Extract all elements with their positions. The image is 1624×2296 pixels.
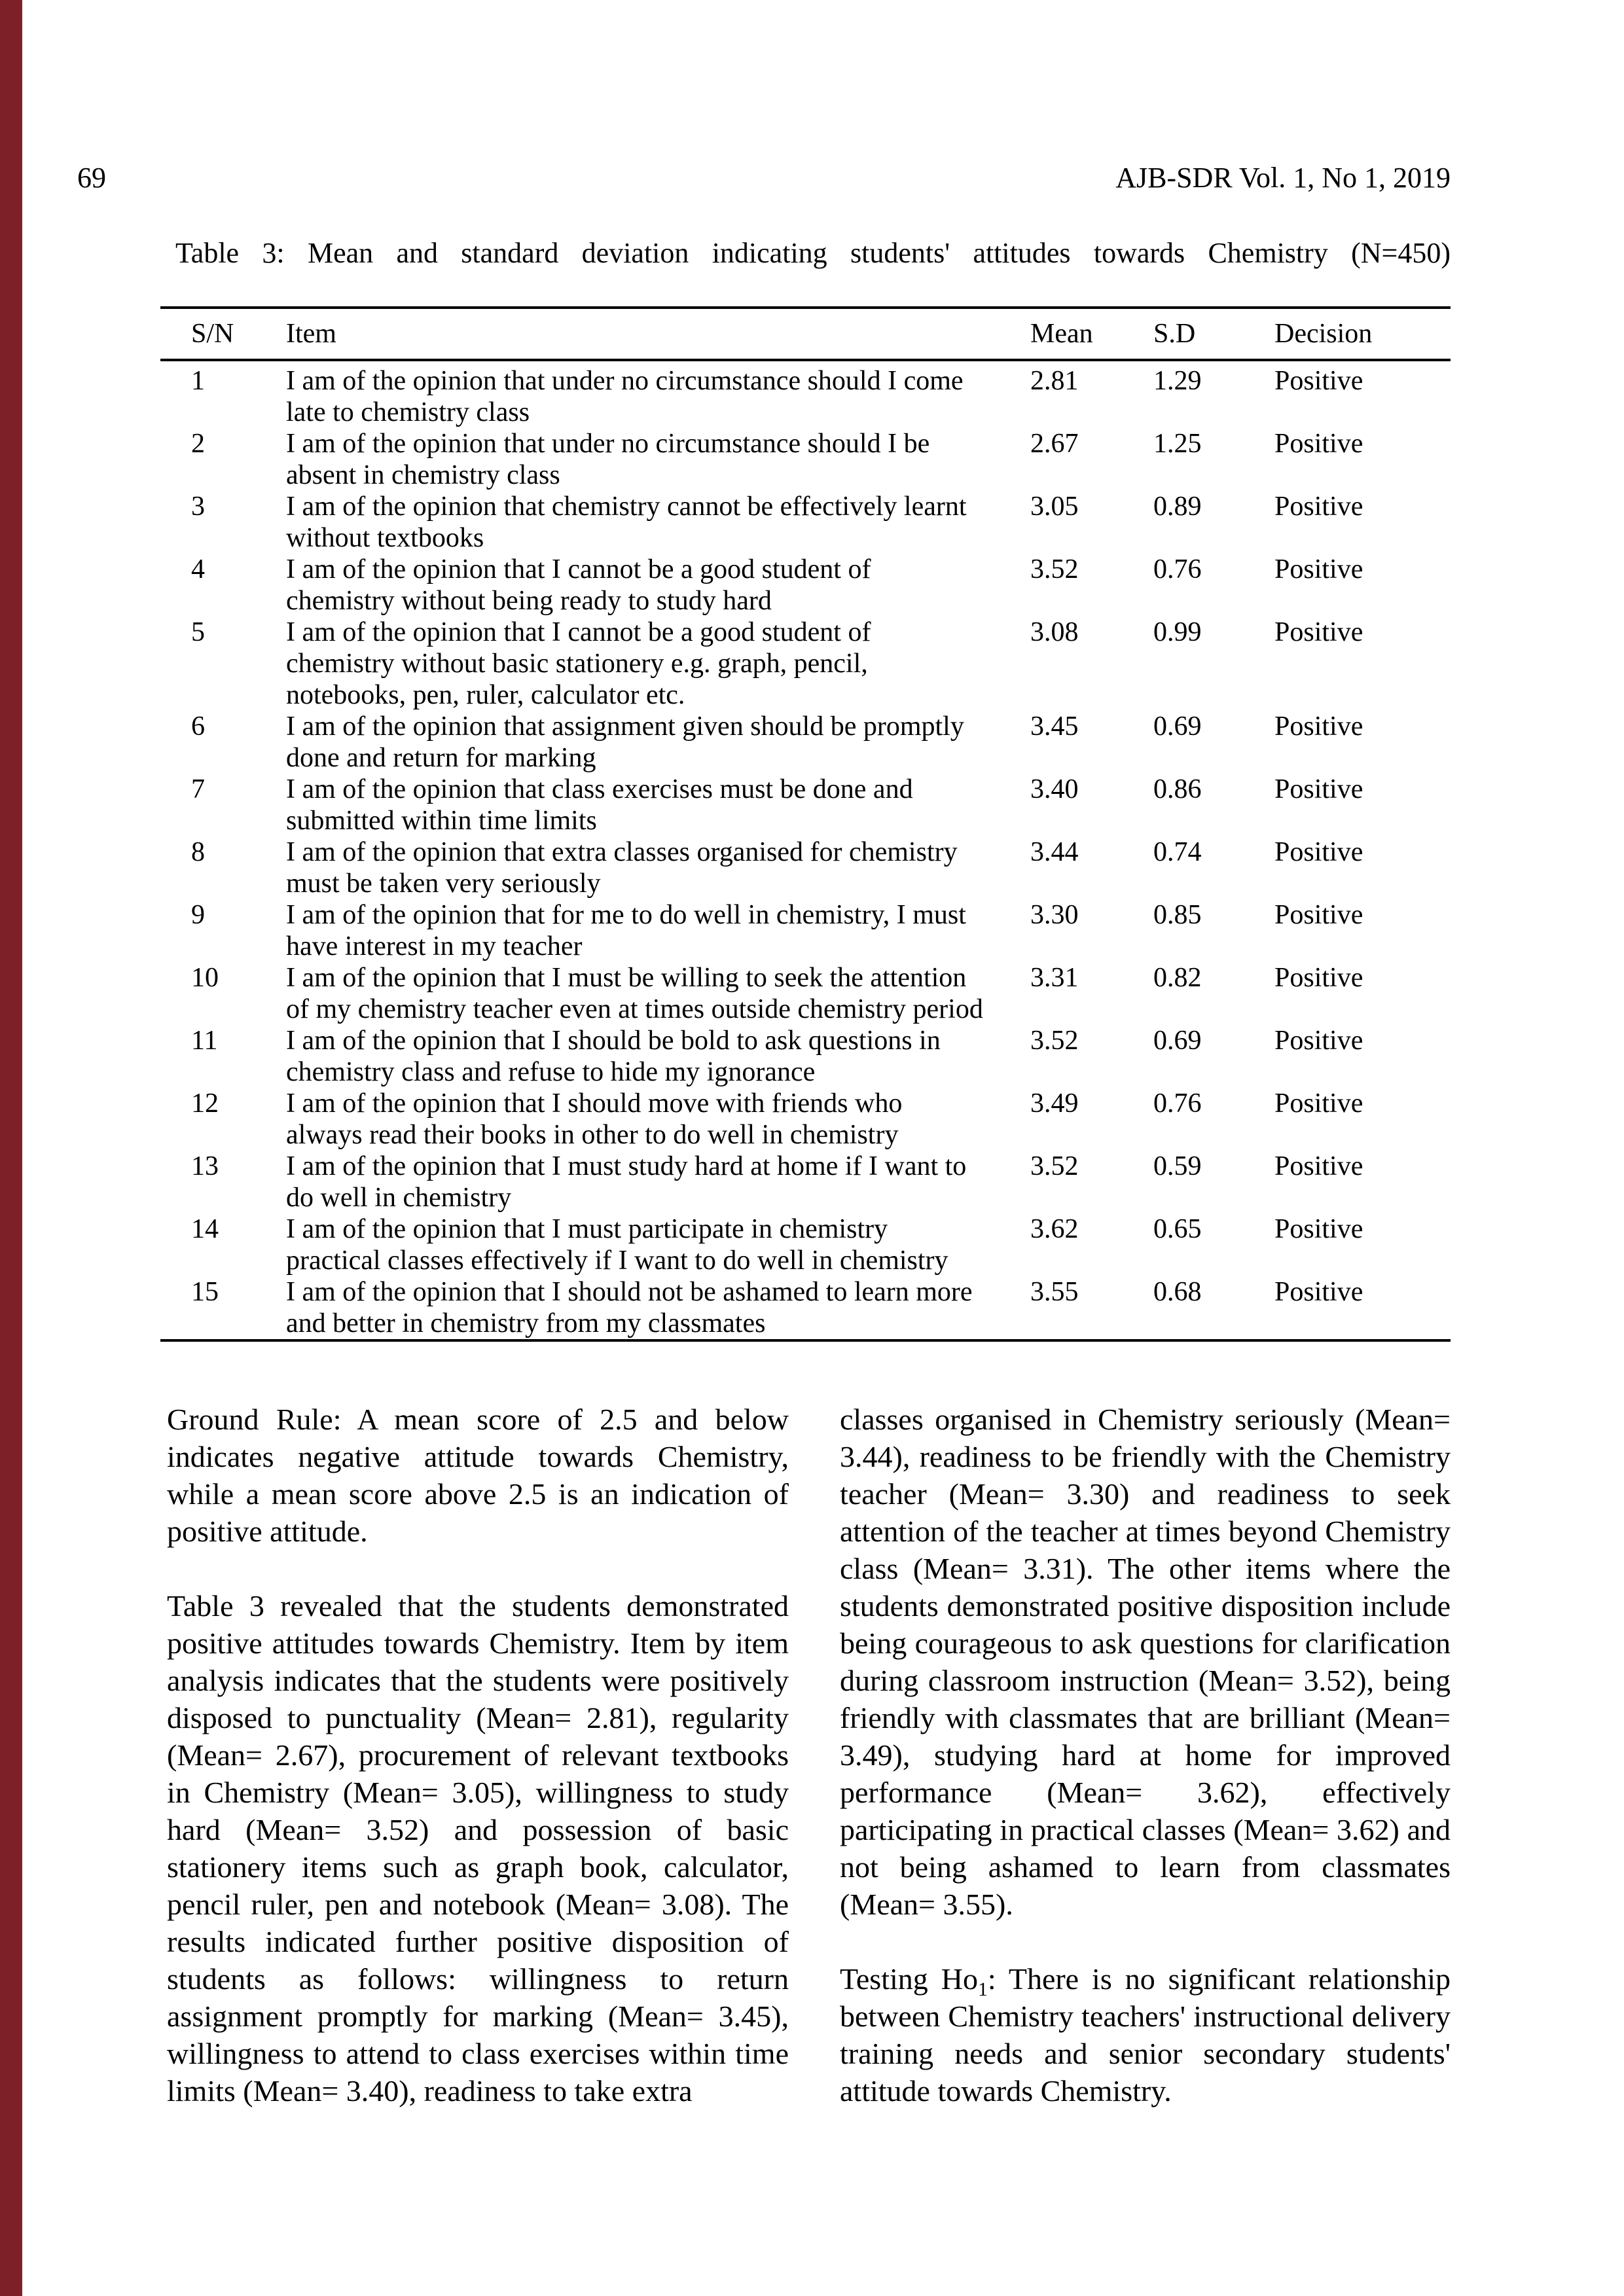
analysis-continued-paragraph: classes organised in Chemistry seriously (Mean= 3.44), readiness to be friendly with the Chemistry teacher (Mean= 3.30) and readiness to seek attention of the teacher at times beyond Chemistry class (Mean= 3.31). The other items where the students demonstrated positive disposition include being courageous to ask questions for clarification during classroom instruction (Mean= 3.52), being friendly with classmates that are brilliant (Mean= 3.49), studying hard at home for improved performance (Mean= 3.62), effectively participating in practical classes (Mean= 3.62) and not being ashamed to learn from classmates (Mean= 3.55). (840, 1403, 1451, 1921)
cell-sn: 15 (191, 1277, 219, 1307)
cell-item: I am of the opinion that assignment given should be promptly done and return for marking (286, 711, 964, 773)
cell-sn: 10 (191, 963, 219, 993)
cell-item: I am of the opinion that under no circumstance should I be absent in chemistry class (286, 429, 930, 490)
table-row (160, 899, 1451, 962)
cell-item: I am of the opinion that I cannot be a good student of chemistry without basic stationery e.g. graph, pencil, notebooks, pen, ruler, calculator etc. (286, 617, 871, 710)
cell-decision: Positive (1274, 963, 1363, 993)
cell-sd: 0.65 (1153, 1214, 1202, 1244)
cell-sd: 0.68 (1153, 1277, 1202, 1307)
cell-mean: 3.62 (1030, 1214, 1079, 1244)
table-row (160, 962, 1451, 1025)
cell-sd: 0.74 (1153, 837, 1202, 867)
cell-decision: Positive (1274, 1026, 1363, 1056)
cell-decision: Positive (1274, 900, 1363, 930)
cell-sn: 2 (191, 429, 205, 459)
cell-mean: 3.05 (1030, 492, 1079, 522)
cell-decision: Positive (1274, 1088, 1363, 1119)
cell-sd: 0.82 (1153, 963, 1202, 993)
hypothesis-paragraph (840, 1960, 1451, 2109)
left-scan-edge-bar (0, 0, 22, 2296)
cell-item: I am of the opinion that under no circumstance should I come late to chemistry class (286, 366, 964, 427)
table-row (160, 1088, 1451, 1151)
table-caption: Table 3: Mean and standard deviation indicating students' attitudes towards Chemistry (N=450) (175, 237, 1451, 269)
table-row (160, 360, 1451, 428)
body-left-column (167, 1401, 789, 2109)
attitude-table-body (160, 360, 1451, 1340)
cell-sd: 0.85 (1153, 900, 1202, 930)
cell-mean: 3.44 (1030, 837, 1079, 867)
cell-item: I am of the opinion that I must participate in chemistry practical classes effectively if I want to do well in chemistry (286, 1214, 948, 1276)
cell-mean: 3.52 (1030, 554, 1079, 584)
cell-decision: Positive (1274, 429, 1363, 459)
cell-decision: Positive (1274, 711, 1363, 742)
attitude-table (160, 306, 1451, 1342)
cell-sn: 14 (191, 1214, 219, 1244)
cell-decision: Positive (1274, 837, 1363, 867)
cell-sn: 4 (191, 554, 205, 584)
cell-decision: Positive (1274, 774, 1363, 804)
cell-item: I am of the opinion that I must be willing to seek the attention of my chemistry teacher even at times outside chemistry period (286, 963, 983, 1024)
table-row (160, 1213, 1451, 1276)
ground-rule-paragraph: Ground Rule: A mean score of 2.5 and below indicates negative attitude towards Chemistry, while a mean score above 2.5 is an indication of positive attitude. (167, 1403, 789, 1548)
page-number: 69 (77, 162, 106, 194)
cell-mean: 3.52 (1030, 1026, 1079, 1056)
cell-mean: 3.30 (1030, 900, 1079, 930)
table-header-row (160, 308, 1451, 360)
table-row (160, 1276, 1451, 1340)
cell-mean: 3.31 (1030, 963, 1079, 993)
cell-mean: 3.55 (1030, 1277, 1079, 1307)
cell-sn: 11 (191, 1026, 218, 1056)
cell-sd: 0.76 (1153, 1088, 1202, 1119)
cell-item: I am of the opinion that chemistry cannot be effectively learnt without textbooks (286, 492, 967, 553)
header-mean: Mean (992, 308, 1121, 360)
table-row (160, 428, 1451, 491)
cell-mean: 3.08 (1030, 617, 1079, 647)
cell-sn: 13 (191, 1151, 219, 1181)
cell-item: I am of the opinion that I should be bold to ask questions in chemistry class and refuse to hide my ignorance (286, 1026, 941, 1087)
analysis-paragraph: Table 3 revealed that the students demonstrated positive attitudes towards Chemistry. Item by item analysis indicates that the students were positively disposed to punctuality (Mean= 2.81), regularity (Mean= 2.67), procurement of relevant textbooks in Chemistry (Mean= 3.05), willingness to study hard (Mean= 3.52) and possession of basic stationery items such as graph book, calculator, pencil ruler, pen and notebook (Mean= 3.08). The results indicated further positive disposition of students as follows: willingness to return assignment promptly for marking (Mean= 3.45), willingness to attend to class exercises within time limits (Mean= 3.40), readiness to take extra (167, 1589, 789, 2108)
cell-sn: 12 (191, 1088, 219, 1119)
cell-decision: Positive (1274, 1214, 1363, 1244)
cell-sd: 1.25 (1153, 429, 1202, 459)
cell-sd: 0.76 (1153, 554, 1202, 584)
cell-decision: Positive (1274, 492, 1363, 522)
cell-sn: 7 (191, 774, 205, 804)
table-row (160, 774, 1451, 836)
cell-mean: 2.81 (1030, 366, 1079, 396)
cell-mean: 3.49 (1030, 1088, 1079, 1119)
header-item: Item (275, 308, 992, 360)
cell-sn: 5 (191, 617, 205, 647)
attitude-table-header (160, 308, 1451, 360)
cell-decision: Positive (1274, 617, 1363, 647)
cell-decision: Positive (1274, 554, 1363, 584)
cell-mean: 3.40 (1030, 774, 1079, 804)
cell-item: I am of the opinion that extra classes organised for chemistry must be taken very seriously (286, 837, 958, 899)
cell-sd: 0.89 (1153, 492, 1202, 522)
cell-sd: 0.86 (1153, 774, 1202, 804)
table-row (160, 1151, 1451, 1213)
hypothesis-rest: : There is no significant relationship between Chemistry teachers' instructional delivery training needs and senior secondary students' attitude towards Chemistry. (840, 1962, 1451, 2108)
cell-item: I am of the opinion that I cannot be a good student of chemistry without being ready to study hard (286, 554, 871, 616)
cell-sd: 0.99 (1153, 617, 1202, 647)
cell-sn: 1 (191, 366, 205, 396)
table-row (160, 1025, 1451, 1088)
cell-item: I am of the opinion that class exercises must be done and submitted within time limits (286, 774, 913, 836)
header-decision: Decision (1240, 308, 1451, 360)
cell-sn: 3 (191, 492, 205, 522)
journal-reference: AJB-SDR Vol. 1, No 1, 2019 (1115, 162, 1451, 194)
cell-mean: 3.52 (1030, 1151, 1079, 1181)
cell-sd: 0.69 (1153, 1026, 1202, 1056)
cell-sd: 1.29 (1153, 366, 1202, 396)
cell-mean: 3.45 (1030, 711, 1079, 742)
cell-sn: 8 (191, 837, 205, 867)
cell-decision: Positive (1274, 1151, 1363, 1181)
table-row (160, 554, 1451, 617)
cell-sn: 6 (191, 711, 205, 742)
cell-item: I am of the opinion that for me to do well in chemistry, I must have interest in my teacher (286, 900, 966, 961)
body-right-column (840, 1401, 1451, 2109)
cell-decision: Positive (1274, 366, 1363, 396)
cell-mean: 2.67 (1030, 429, 1079, 459)
header-sn: S/N (160, 308, 275, 360)
cell-item: I am of the opinion that I should not be ashamed to learn more and better in chemistry from my classmates (286, 1277, 973, 1338)
hypothesis-subscript: 1 (977, 1979, 988, 2001)
cell-decision: Positive (1274, 1277, 1363, 1307)
cell-item: I am of the opinion that I should move with friends who always read their books in other to do well in chemistry (286, 1088, 903, 1150)
cell-sd: 0.59 (1153, 1151, 1202, 1181)
cell-sd: 0.69 (1153, 711, 1202, 742)
cell-sn: 9 (191, 900, 205, 930)
table-row (160, 836, 1451, 899)
table-row (160, 617, 1451, 711)
hypothesis-prefix: Testing Ho (840, 1962, 978, 1996)
header-sd: S.D (1121, 308, 1240, 360)
table-row (160, 491, 1451, 554)
table-row (160, 711, 1451, 774)
cell-item: I am of the opinion that I must study hard at home if I want to do well in chemistry (286, 1151, 967, 1213)
